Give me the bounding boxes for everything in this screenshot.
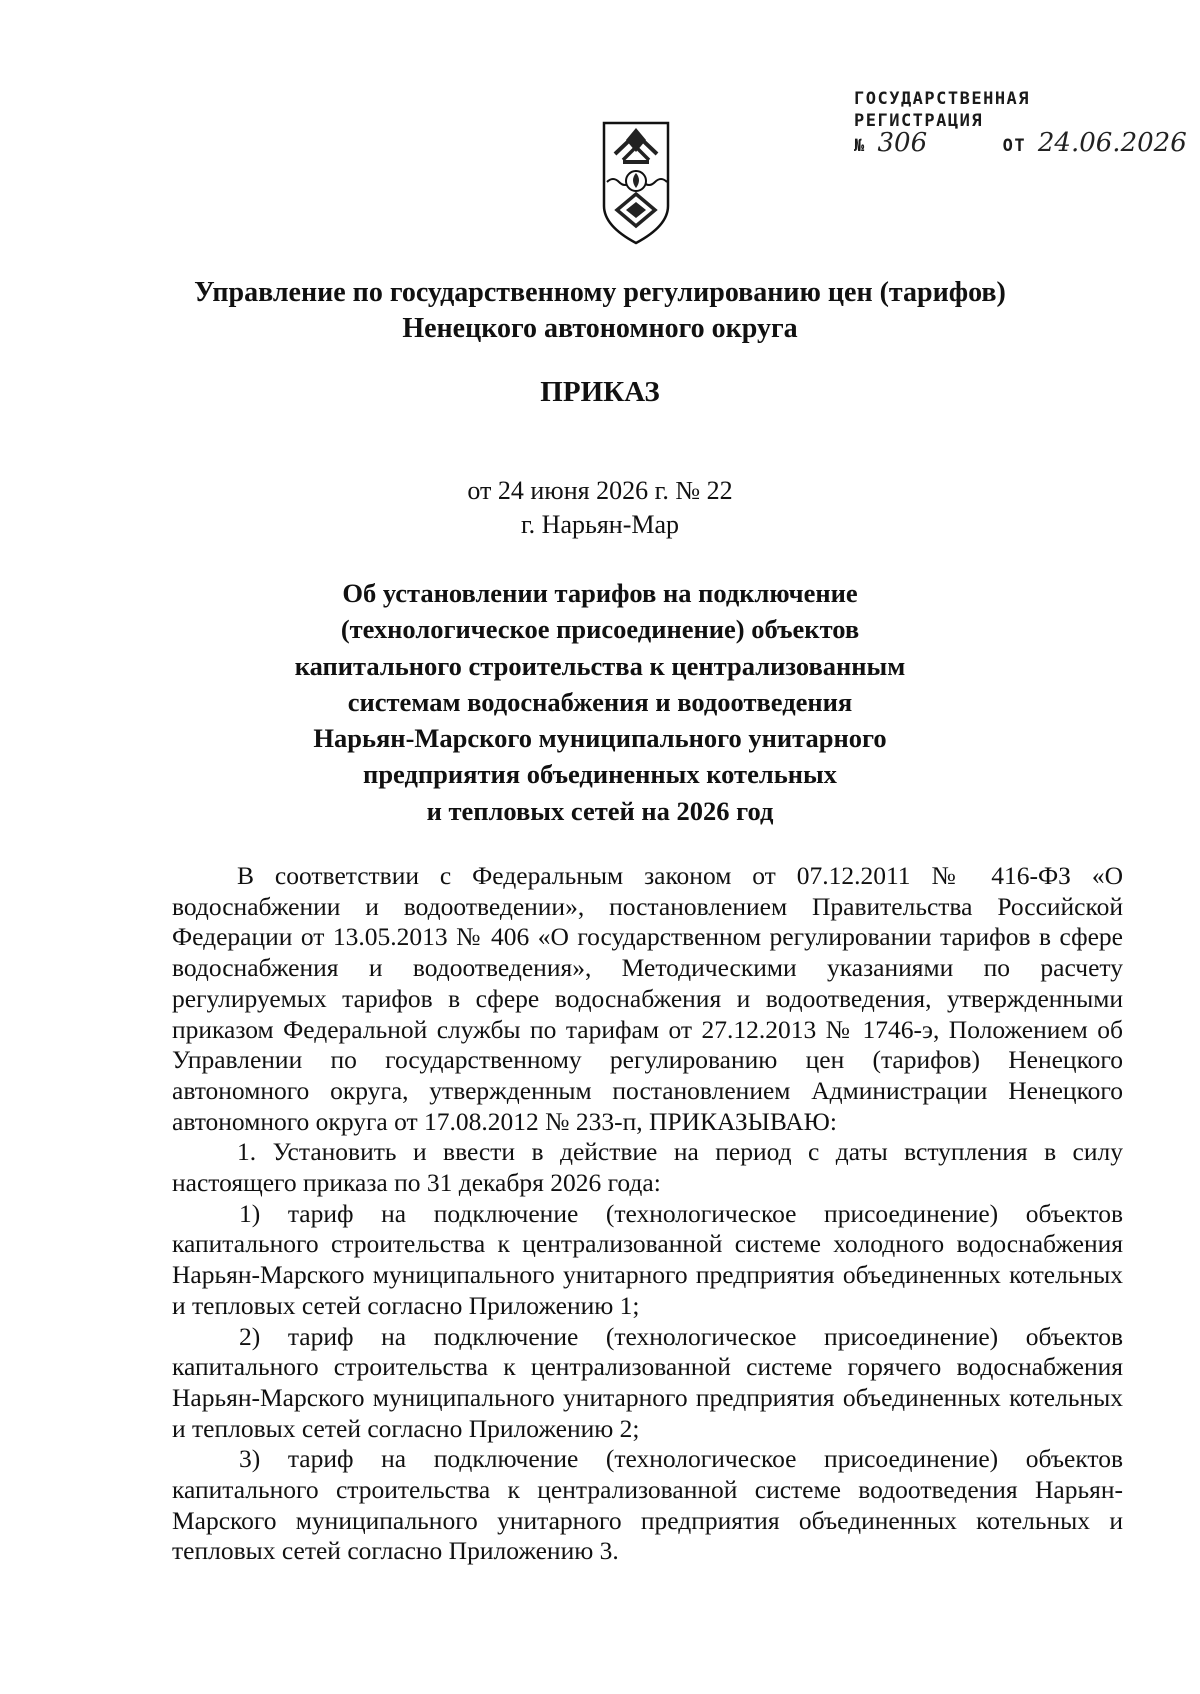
title-line: Об установлении тарифов на подключение — [342, 578, 858, 608]
title-line: и тепловых сетей на 2026 год — [426, 795, 774, 826]
org-line-2: Ненецкого автономного округа — [402, 313, 798, 344]
stamp-number-label: № — [854, 136, 866, 156]
clause-1-paragraph: 1. Установить и ввести в действие на период с даты вступления в силу настоящего приказа по 31 декабря 2026 года: — [172, 1137, 1123, 1198]
document-type: ПРИКАЗ — [540, 376, 660, 408]
preamble-paragraph: В соответствии с Федеральным законом от 07.12.2011 № 416-ФЗ «О водоснабжении и водоотведении», постановлением Правительства Российской Федерации от 13.05.2013 № 406 «О государственном регулировании тарифов в сфере водоснабжения и водоотведения», Методическими указаниями по расчету регулируемых тарифов в сфере водоснабжения и водоотведения, утвержденными приказом Федеральной службы по тарифам от 27.12.2013 № 1746-э, Положением об Управлении по государственному регулированию цен (тарифов) Ненецкого автономного округа, утвержденным постановлением Администрации Ненецкого автономного округа от 17.08.2012 № 233-п, ПРИКАЗЫВАЮ: — [172, 861, 1123, 1136]
registration-stamp — [854, 88, 1187, 158]
clause-item-2: 2) тариф на подключение (технологическое присоединение) объектов капитального строительства к централизованной системе горячего водоснабжения Нарьян-Марского муниципального унитарного предприятия объединенных котельных и тепловых сетей согласно Приложению 2; — [172, 1321, 1123, 1443]
nenets-okrug-coat-of-arms-icon — [601, 120, 671, 246]
title-line: Нарьян-Марского муниципального унитарного — [313, 723, 887, 754]
document-body — [172, 861, 1123, 1567]
clause-item-1: 1) тариф на подключение (технологическое присоединение) объектов капитального строительства к централизованной системе холодного водоснабжения Нарьян-Марского муниципального унитарного предприятия объединенных котельных и тепловых сетей согласно Приложению 1; — [172, 1198, 1123, 1320]
stamp-number-row — [854, 128, 1187, 158]
stamp-date-value: 24.06.2026 — [1037, 128, 1187, 158]
order-city: г. Нарьян-Мар — [520, 510, 680, 539]
issuing-authority — [100, 275, 1100, 347]
stamp-number-value: 306 — [877, 128, 928, 158]
clause-item-3: 3) тариф на подключение (технологическое присоединение) объектов капитального строительства к централизованной системе водоотведения Нарьян-Марского муниципального унитарного предприятия объединенных котельных и тепловых сетей согласно Приложению 3. — [172, 1444, 1123, 1566]
title-line: предприятия объединенных котельных — [363, 759, 837, 790]
title-line: системам водоснабжения и водоотведения — [347, 686, 853, 717]
date-and-place — [100, 474, 1100, 542]
order-date-number: от 24 июня 2026 г. № 22 — [467, 476, 733, 505]
stamp-line1: ГОСУДАРСТВЕННАЯ — [854, 89, 1031, 109]
org-line-1: Управление по государственному регулированию цен (тарифов) — [194, 277, 1006, 308]
title-line: капитального строительства к централизованным — [294, 650, 906, 681]
document-title — [200, 575, 1000, 829]
title-line: (технологическое присоединение) объектов — [340, 614, 860, 645]
stamp-line2: РЕГИСТРАЦИЯ — [854, 111, 984, 131]
stamp-date-label: ОТ — [1002, 136, 1027, 156]
